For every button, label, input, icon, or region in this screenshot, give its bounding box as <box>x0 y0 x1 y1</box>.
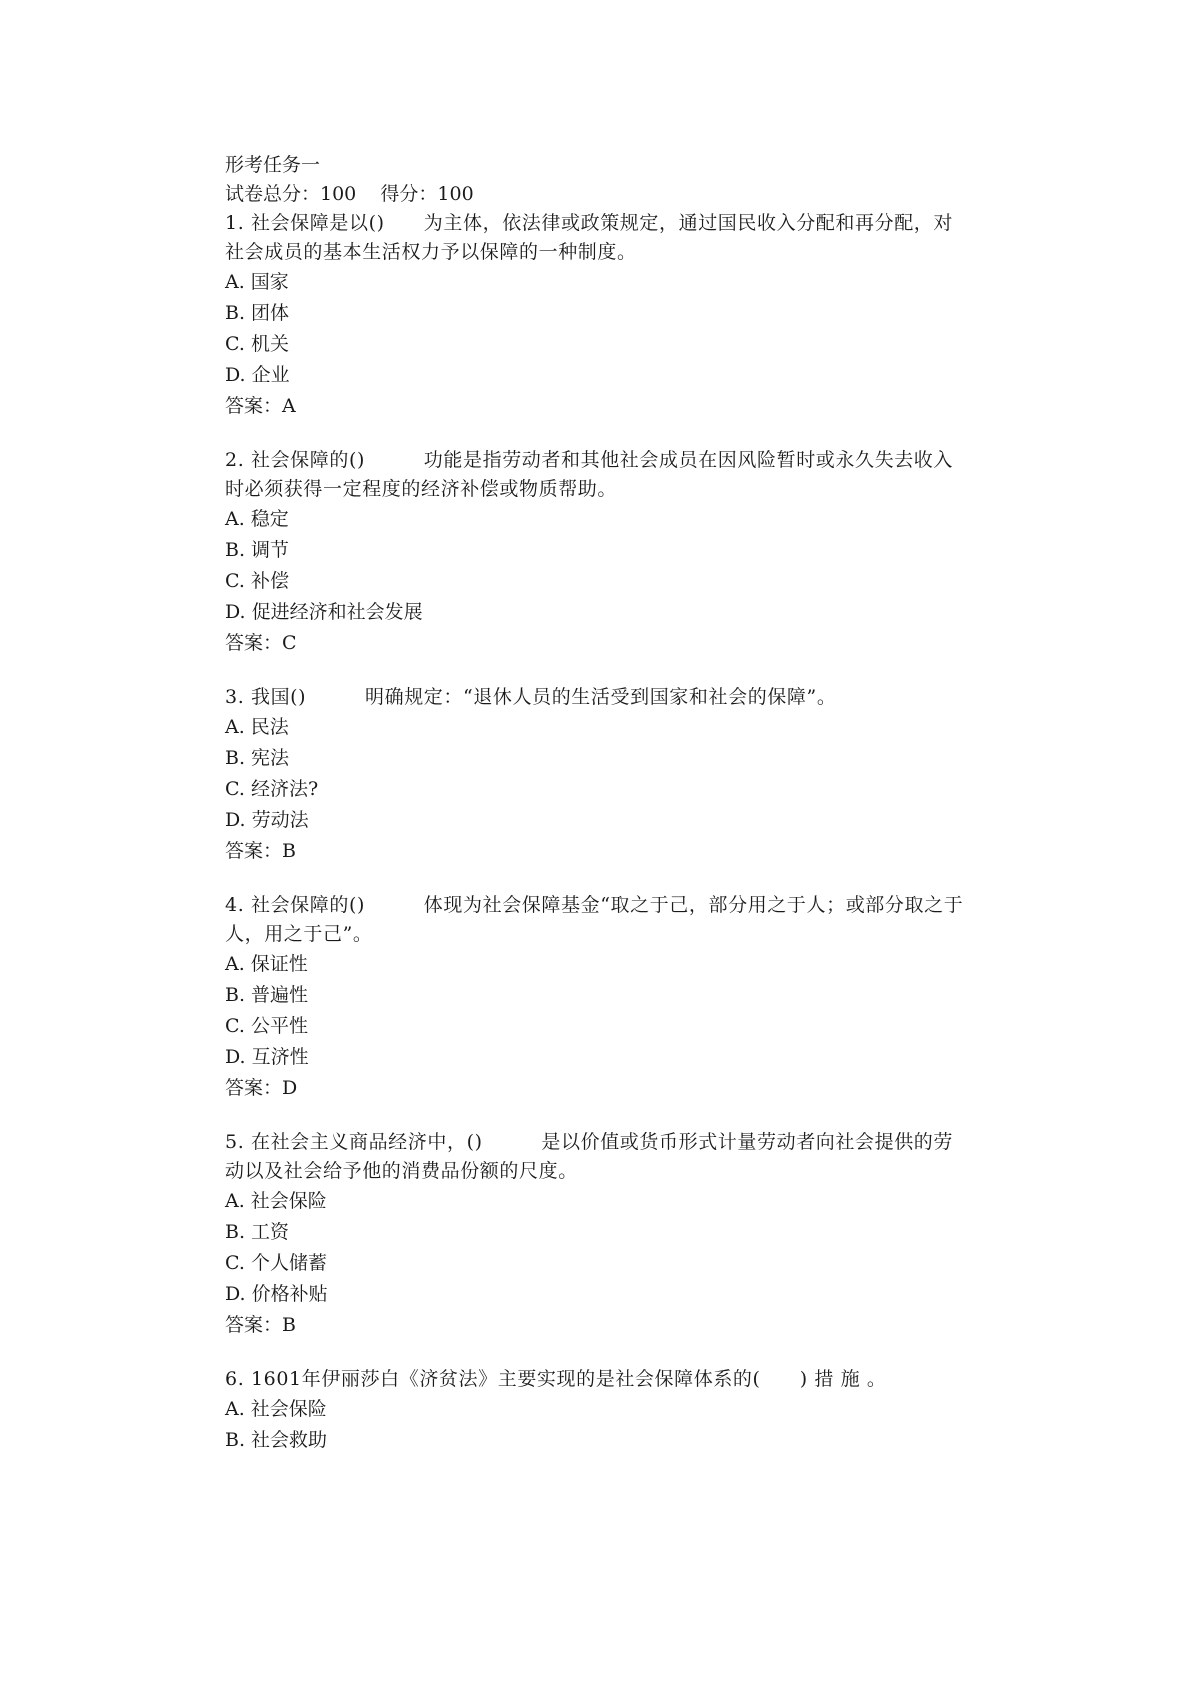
question-text: 6. 1601年伊丽莎白《济贫法》主要实现的是社会保障体系的( ) 措 施 。 <box>225 1368 887 1390</box>
answer-option: B. 普遍性 <box>225 984 309 1006</box>
page-title: 形考任务一 <box>225 154 321 176</box>
answer-option: D. 价格补贴 <box>225 1283 328 1305</box>
answer-option: D. 企业 <box>225 364 290 386</box>
answer-option: A. 稳定 <box>225 508 289 530</box>
question-text: 1. 社会保障是以() 为主体，依法律或政策规定，通过国民收入分配和再分配，对社会成员的基本生活权力予以保障的一种制度。 <box>225 212 953 263</box>
answer-option: C. 公平性 <box>225 1015 308 1037</box>
answer-option: B. 工资 <box>225 1221 290 1243</box>
answer-option: A. 社会保险 <box>225 1190 327 1212</box>
correct-answer: 答案：A <box>225 395 296 417</box>
correct-answer: 答案：D <box>225 1077 298 1099</box>
question-block <box>225 1128 970 1341</box>
question-text: 2. 社会保障的() 功能是指劳动者和其他社会成员在因风险暂时或永久失去收入时必须获得一定程度的经济补偿或物质帮助。 <box>225 449 953 500</box>
score-summary: 试卷总分：100 得分：100 <box>225 183 474 205</box>
correct-answer: 答案：B <box>225 840 296 862</box>
question-text: 3. 我国() 明确规定：“退休人员的生活受到国家和社会的保障”。 <box>225 686 837 708</box>
answer-option: D. 互济性 <box>225 1046 309 1068</box>
question-text: 4. 社会保障的() 体现为社会保障基金“取之于己，部分用之于人；或部分取之于人，用之于己”。 <box>225 894 964 945</box>
question-text: 5. 在社会主义商品经济中，() 是以价值或货币形式计量劳动者向社会提供的劳动以及社会给予他的消费品份额的尺度。 <box>225 1131 953 1182</box>
answer-option: C. 补偿 <box>225 570 289 592</box>
answer-option: C. 个人储蓄 <box>225 1252 327 1274</box>
question-block <box>225 1365 970 1456</box>
answer-option: B. 调节 <box>225 539 290 561</box>
answer-option: A. 社会保险 <box>225 1398 327 1420</box>
question-block <box>225 209 970 422</box>
answer-option: D. 劳动法 <box>225 809 309 831</box>
answer-option: B. 宪法 <box>225 747 290 769</box>
answer-option: A. 国家 <box>225 271 289 293</box>
question-list <box>225 209 970 1456</box>
document-page <box>225 151 970 1480</box>
question-block <box>225 891 970 1104</box>
answer-option: A. 民法 <box>225 716 289 738</box>
correct-answer: 答案：B <box>225 1314 296 1336</box>
answer-option: C. 机关 <box>225 333 289 355</box>
answer-option: B. 社会救助 <box>225 1429 328 1451</box>
answer-option: D. 促进经济和社会发展 <box>225 601 423 623</box>
correct-answer: 答案：C <box>225 632 297 654</box>
answer-option: B. 团体 <box>225 302 290 324</box>
answer-option: C. 经济法? <box>225 778 319 800</box>
question-block <box>225 683 970 867</box>
question-block <box>225 446 970 659</box>
answer-option: A. 保证性 <box>225 953 308 975</box>
